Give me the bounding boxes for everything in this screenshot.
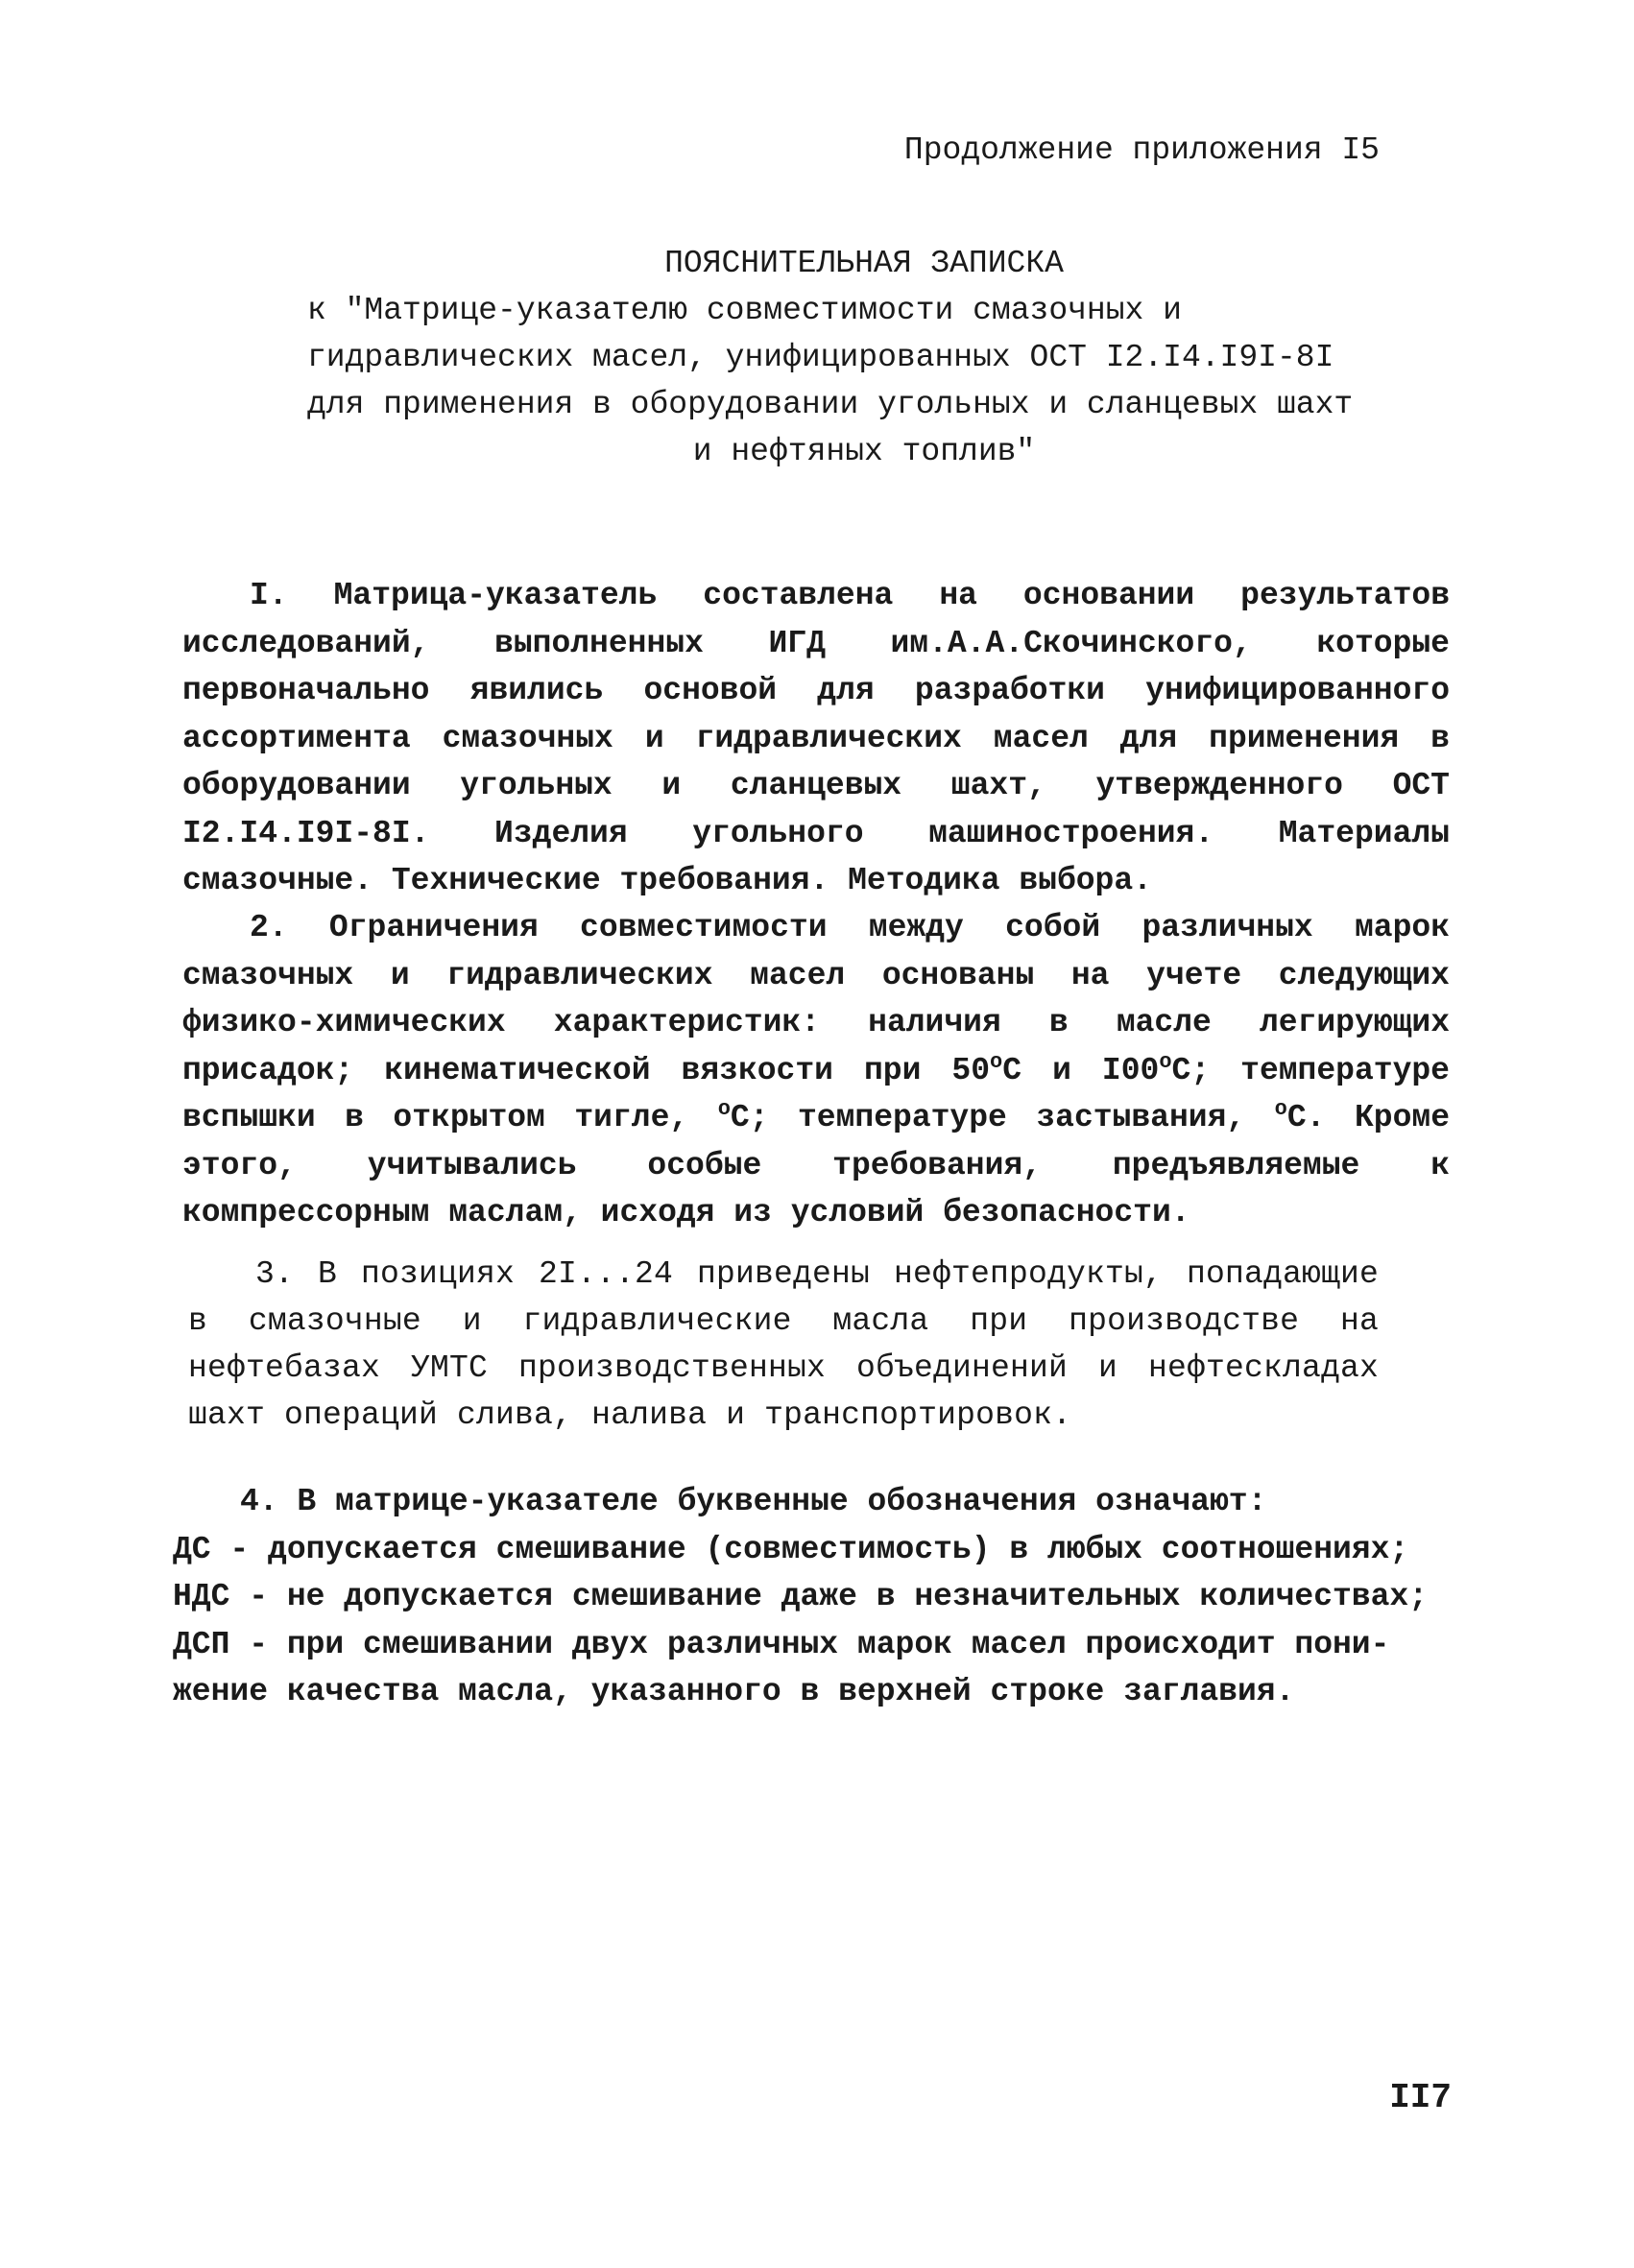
degree-mark: о	[1274, 1097, 1287, 1121]
page-number: II7	[1389, 2078, 1452, 2117]
title-line-2: гидравлических масел, унифицированных ОСТ I2.I4.I9I-8I	[307, 340, 1334, 375]
section-2-text-b: С и I00	[1002, 1052, 1160, 1088]
section-1-paragraph	[182, 572, 1450, 905]
section-2-text-d: С; температуре застывания,	[730, 1100, 1275, 1135]
degree-mark: о	[717, 1097, 731, 1121]
legend-nds: НДС - не допускается смешивание даже в незначительных количествах;	[173, 1579, 1429, 1614]
document-title: ПОЯСНИТЕЛЬНАЯ ЗАПИСКА	[664, 246, 1064, 281]
title-line-1: к "Матрице-указателю совместимости смазочных и	[307, 293, 1182, 328]
section-1-text: I. Матрица-указатель составлена на основании результатов исследований, выполненных ИГД им.А.А.Скочинского, которые первоначально явились основой для разработки унифицированного ассортимента смазочных и гидравлических масел для применения в оборудовании угольных и сланцевых шахт, утвержденного ОСТ I2.I4.I9I-8I. Изделия угольного машиностроения. Материалы смазочные. Технические требования. Методика выбора.	[182, 578, 1450, 898]
section-4-paragraph	[173, 1478, 1459, 1716]
degree-mark: о	[1159, 1049, 1172, 1074]
section-3-text: 3. В позициях 2I...24 приведены нефтепродукты, попадающие в смазочные и гидравлические масла при производстве на нефтебазах УМТС производственных объединений и нефтескладах шахт операций слива, налива и транспортировок.	[188, 1256, 1379, 1433]
title-line-4: и нефтяных топлив"	[692, 434, 1036, 469]
title-line-3: для применения в оборудовании угольных и сланцевых шахт	[307, 387, 1354, 422]
degree-mark: о	[990, 1049, 1003, 1074]
section-3-paragraph	[188, 1251, 1379, 1439]
title-block	[307, 240, 1382, 475]
section-4-intro-text: 4. В матрице-указателе буквенные обозначения означают:	[240, 1484, 1267, 1519]
legend-ds: ДС - допускается смешивание (совместимость) в любых соотношениях;	[173, 1531, 1409, 1567]
section-2-text-e: С. Кроме этого, учитывались особые требования, предъявляемые к компрессорным маслам, исходя из условий безопасности.	[182, 1100, 1450, 1230]
section-2-text-c: С; температуре вспышки в открытом тигле,	[182, 1052, 1450, 1135]
section-2-paragraph	[182, 904, 1450, 1237]
legend-dsp-line-1: ДСП - при смешивании двух различных марок масел происходит пони-	[173, 1626, 1390, 1662]
section-2-text-a: 2. Ограничения совместимости между собой различных марок смазочных и гидравлических масел основаны на учете следующих физико-химических характеристик: наличия в масле легирующих присадок; кинематической вязкости при 50	[182, 910, 1450, 1088]
legend-dsp-line-2: жение качества масла, указанного в верхней строке заглавия.	[173, 1674, 1295, 1709]
appendix-continuation-label: Продолжение приложения I5	[903, 132, 1380, 168]
section-4-intro	[173, 1478, 1459, 1526]
